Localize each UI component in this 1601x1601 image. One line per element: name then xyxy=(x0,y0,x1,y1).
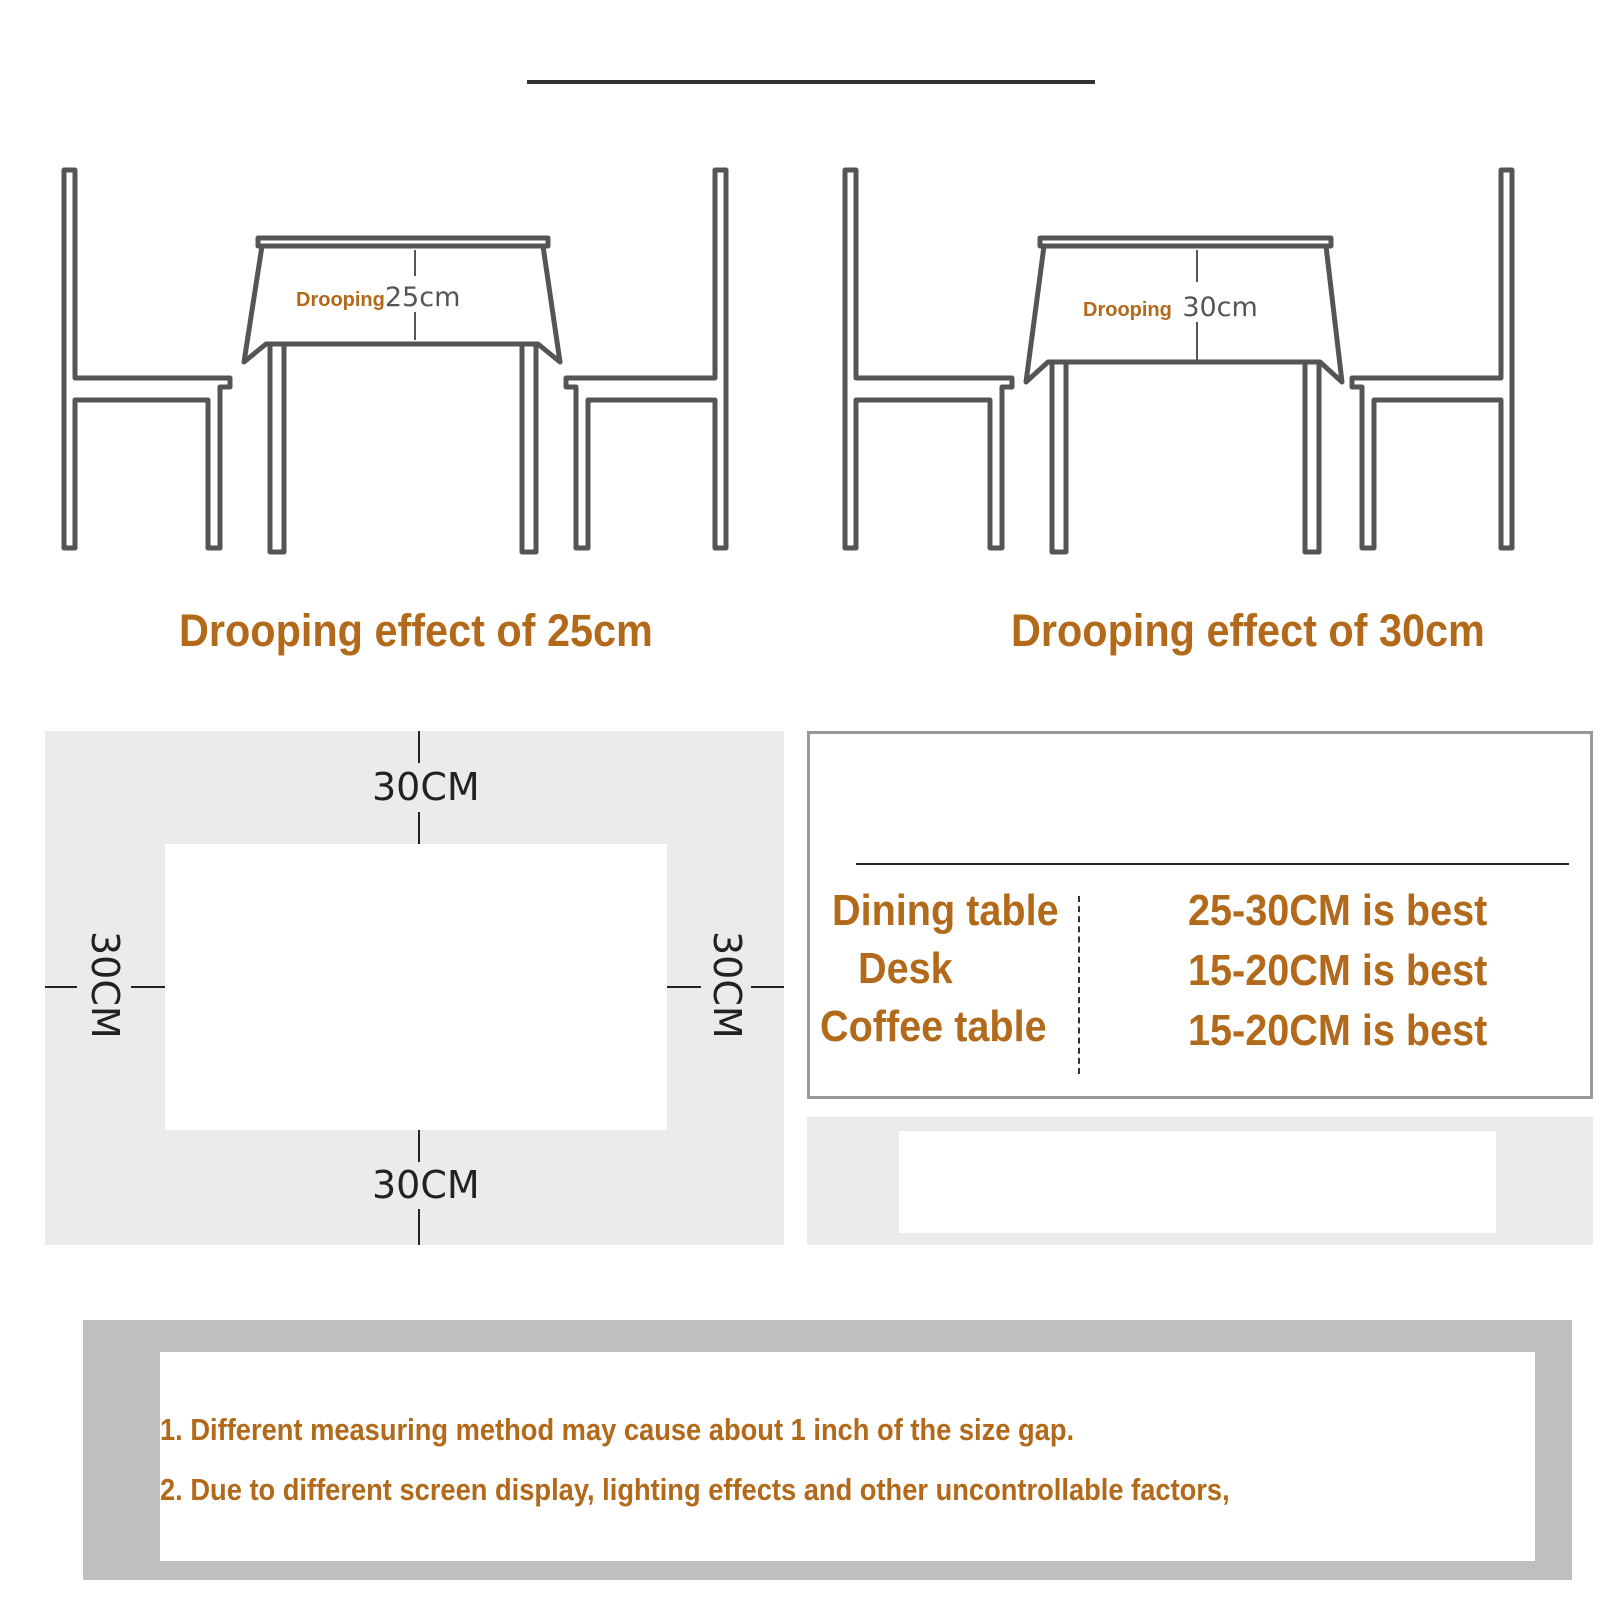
measure-bottom-label: 30CM xyxy=(372,1163,480,1207)
caption-left: Drooping effect of 25cm xyxy=(179,605,653,656)
measure-panel xyxy=(45,731,784,1245)
recommend-column-separator xyxy=(1078,896,1080,1074)
drooping-label-right xyxy=(1083,292,1258,323)
recommend-type-coffee: Coffee table xyxy=(820,1002,1047,1051)
recommend-value-desk: 15-20CM is best xyxy=(1188,946,1488,995)
measure-right-label: 30CM xyxy=(705,931,749,1039)
table-left-top xyxy=(258,238,548,246)
table-right-leg-2 xyxy=(1305,362,1319,552)
chair-left-2 xyxy=(566,170,726,548)
drooping-word-right: Drooping xyxy=(1083,299,1172,321)
tick-right-inner xyxy=(667,986,701,988)
recommend-value-dining: 25-30CM is best xyxy=(1188,886,1488,935)
recommend-divider xyxy=(856,863,1569,865)
chair-left-1 xyxy=(64,170,230,548)
caption-right: Drooping effect of 30cm xyxy=(1011,605,1485,656)
drooping-word-left: Drooping xyxy=(296,289,385,311)
tick-top-upper xyxy=(418,731,420,763)
tablecloth-inner-rect xyxy=(165,844,667,1130)
note-1: 1. Different measuring method may cause about 1 inch of the size gap. xyxy=(160,1412,1075,1447)
tick-left-inner xyxy=(131,986,165,988)
measure-left-label: 30CM xyxy=(83,931,127,1039)
notes-frame xyxy=(83,1320,1572,1580)
recommend-value-coffee: 15-20CM is best xyxy=(1188,1006,1488,1055)
table-left-leg-1 xyxy=(270,344,284,552)
table-right-leg-1 xyxy=(1052,362,1066,552)
chair-right-2 xyxy=(1352,170,1512,548)
table-left-leg-2 xyxy=(522,344,536,552)
blank-strip xyxy=(807,1117,1593,1245)
tick-left-outer xyxy=(45,986,77,988)
recommend-type-desk: Desk xyxy=(858,944,953,993)
note-2: 2. Due to different screen display, lighting effects and other uncontrollable factors, xyxy=(160,1472,1230,1507)
tick-right-outer xyxy=(751,986,784,988)
tick-bottom-lower xyxy=(418,1209,420,1245)
measure-top-label: 30CM xyxy=(372,765,480,809)
drooping-label-left xyxy=(296,282,460,313)
recommend-type-dining: Dining table xyxy=(832,886,1059,935)
drooping-value-left: 25cm xyxy=(384,282,461,313)
notes-inner xyxy=(160,1352,1535,1561)
blank-strip-inner xyxy=(899,1131,1496,1233)
recommend-box xyxy=(807,731,1593,1099)
table-right-top xyxy=(1040,238,1331,246)
drooping-value-right: 30cm xyxy=(1182,292,1258,323)
tick-bottom-upper xyxy=(418,1130,420,1162)
tick-top-lower xyxy=(418,812,420,844)
chair-right-1 xyxy=(845,170,1012,548)
